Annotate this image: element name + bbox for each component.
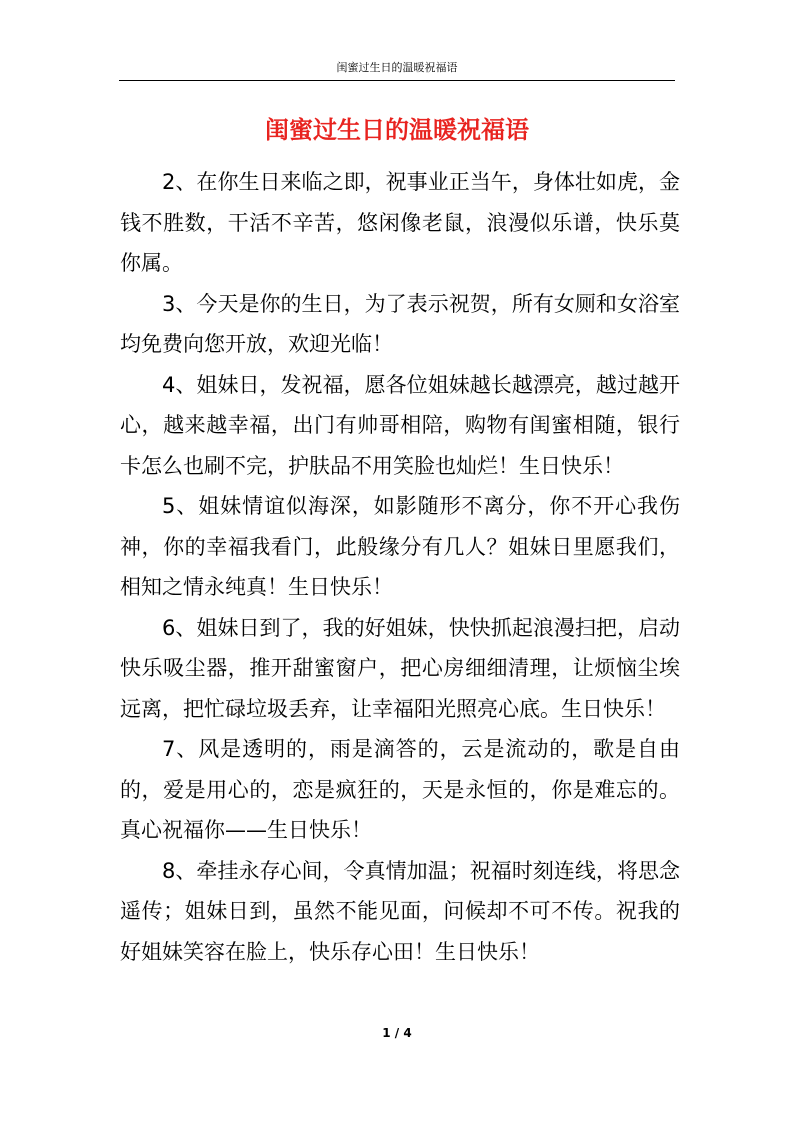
paragraph: 5、姐妹情谊似海深，如影随形不离分，你不开心我伤神，你的幸福我看门，此般缘分有几人？姐妹日里愿我们，相知之情永纯真！生日快乐！ bbox=[120, 494, 680, 599]
running-header: 闺蜜过生日的温暖祝福语 bbox=[336, 61, 458, 74]
header-divider bbox=[119, 80, 675, 81]
document-body bbox=[120, 162, 680, 972]
paragraph: 4、姐妹日，发祝福，愿各位姐妹越长越漂亮，越过越开心，越来越幸福，出门有帅哥相陪，购物有闺蜜相随，银行卡怎么也刷不完，护肤品不用笑脸也灿烂！生日快乐！ bbox=[120, 372, 680, 478]
paragraph: 3、今天是你的生日，为了表示祝贺，所有女厕和女浴室均免费向您开放，欢迎光临！ bbox=[120, 291, 680, 356]
paragraph: 8、牵挂永存心间，令真情加温；祝福时刻连线，将思念遥传；姐妹日到，虽然不能见面，问候却不可不传。祝我的好姐妹笑容在脸上，快乐存心田！生日快乐！ bbox=[120, 858, 680, 964]
paragraph: 7、风是透明的，雨是滴答的，云是流动的，歌是自由的，爱是用心的，恋是疯狂的，天是永恒的，你是难忘的。真心祝福你——生日快乐！ bbox=[120, 737, 680, 842]
document-title: 闺蜜过生日的温暖祝福语 bbox=[265, 116, 529, 144]
paragraph: 2、在你生日来临之即，祝事业正当午，身体壮如虎，金钱不胜数，干活不辛苦，悠闲像老鼠，浪漫似乐谱，快乐莫你属。 bbox=[120, 170, 680, 275]
page-number: 1 / 4 bbox=[382, 1026, 412, 1040]
paragraph: 6、姐妹日到了，我的好姐妹，快快抓起浪漫扫把，启动快乐吸尘器，推开甜蜜窗户，把心房细细清理，让烦恼尘埃远离，把忙碌垃圾丢弃，让幸福阳光照亮心底。生日快乐！ bbox=[120, 615, 680, 721]
